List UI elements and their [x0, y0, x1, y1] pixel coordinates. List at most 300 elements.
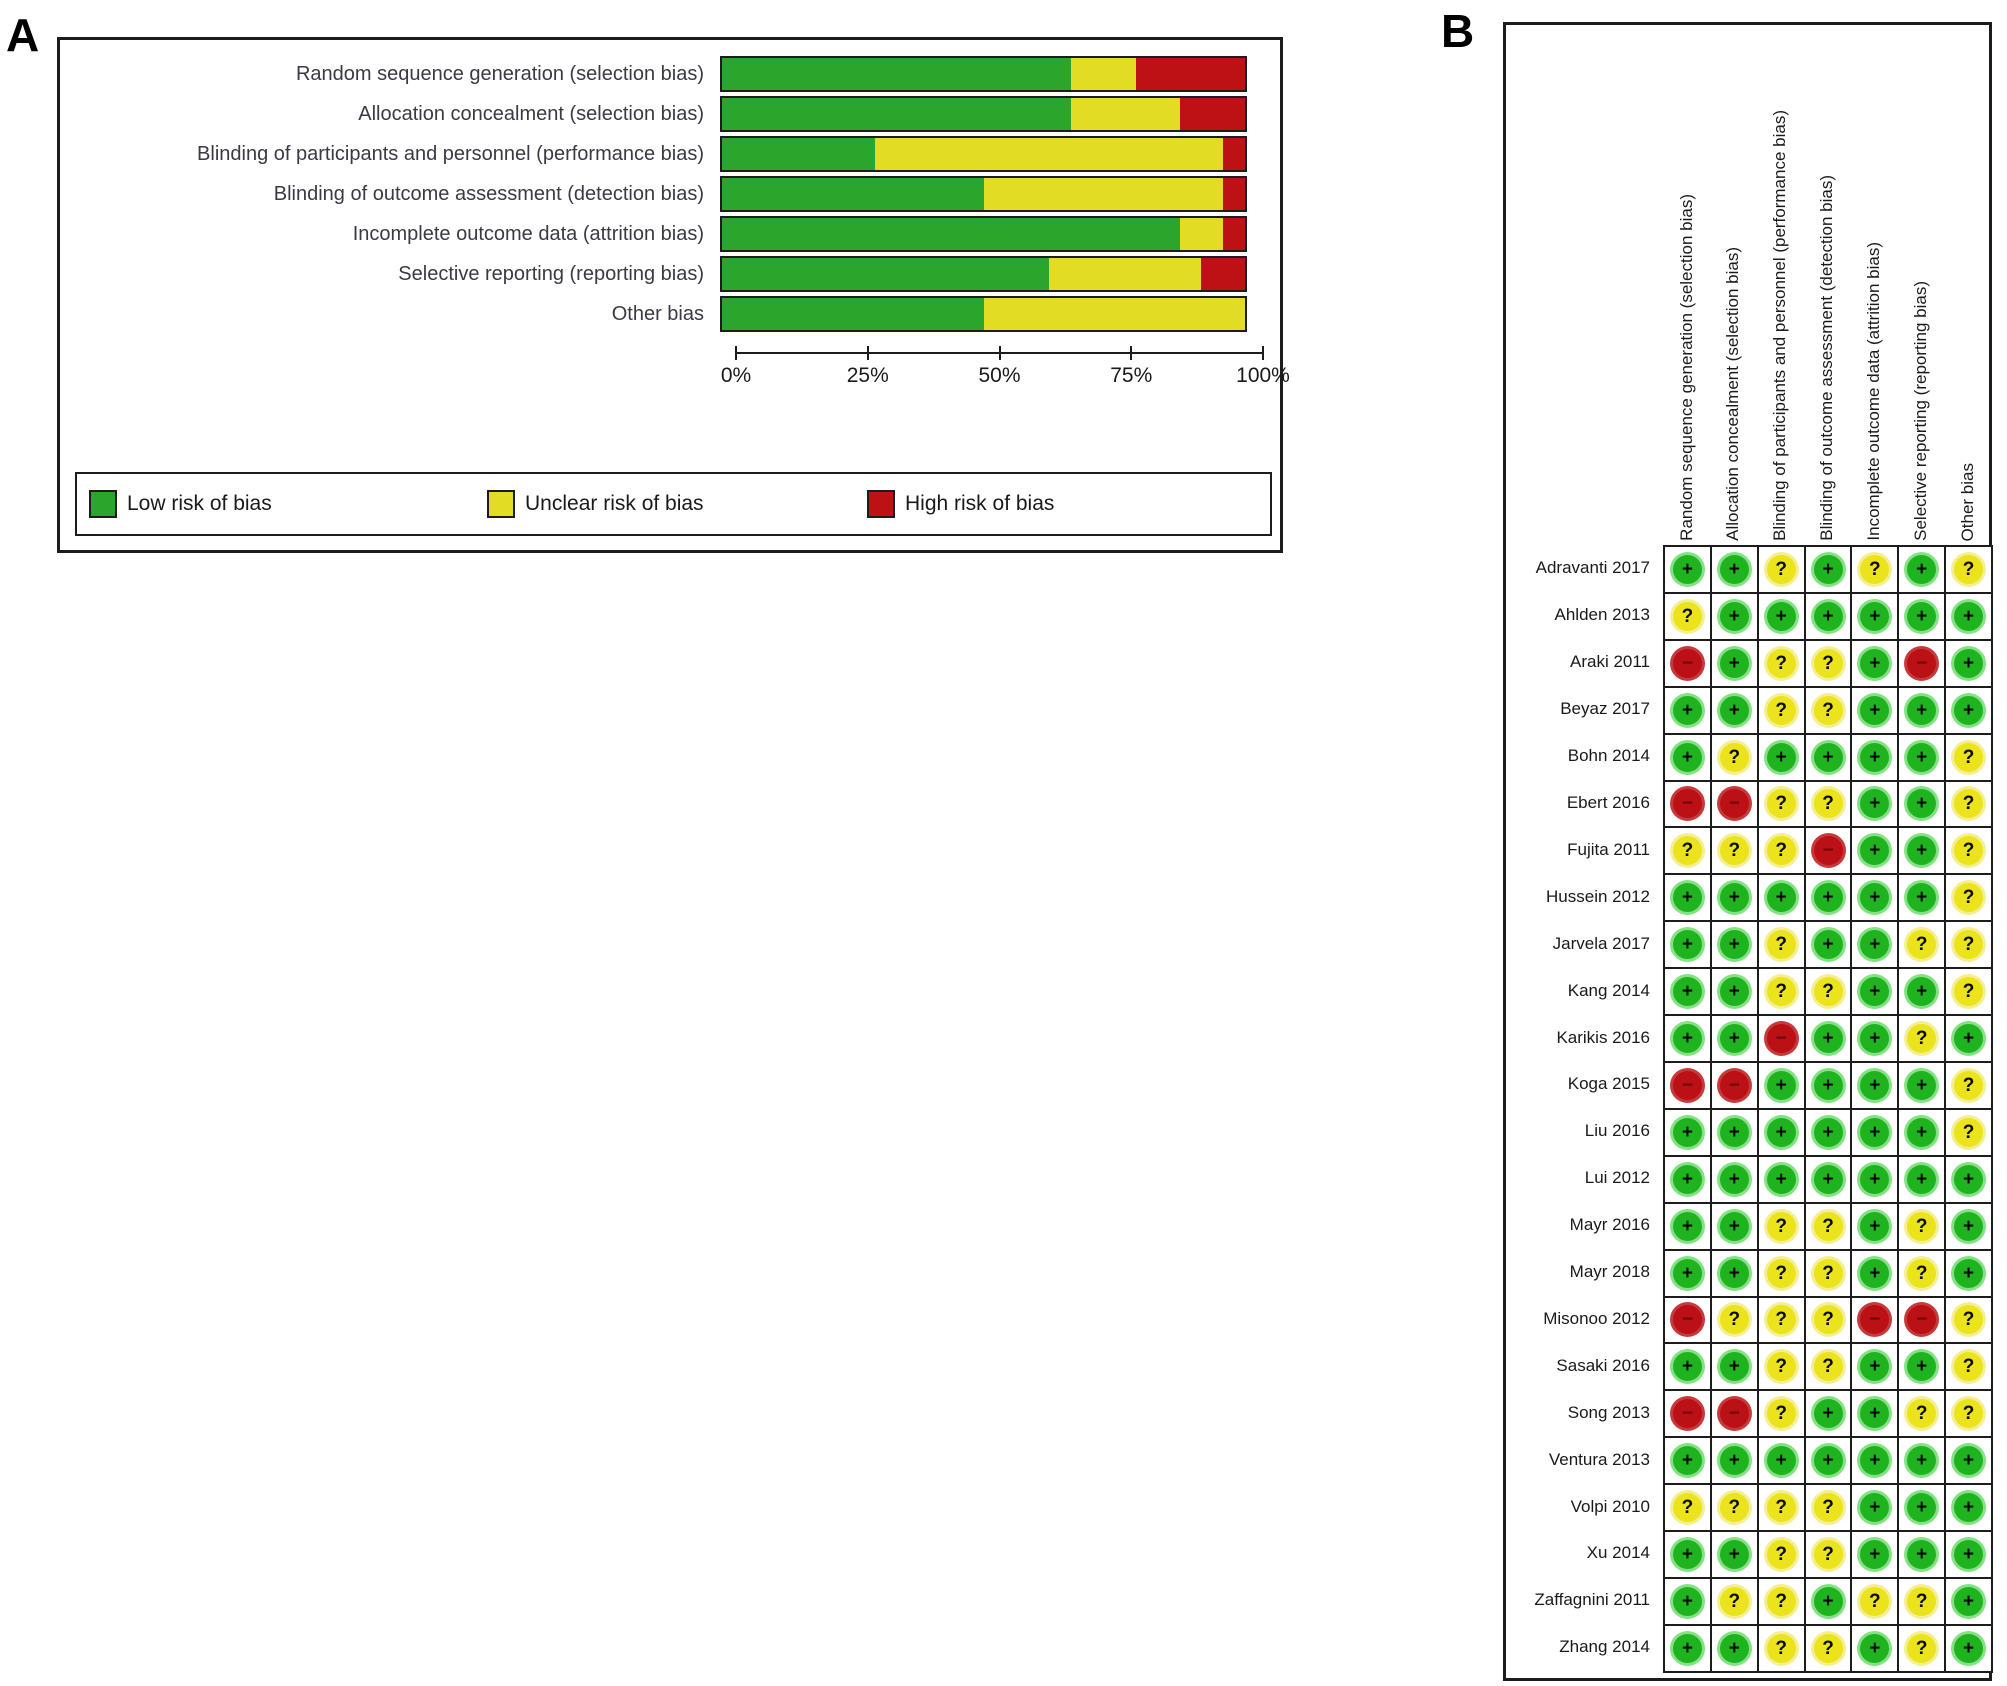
judgment-cell [1712, 1063, 1759, 1110]
study-label: Koga 2015 [1567, 1074, 1650, 1094]
bar-segment-high [1223, 138, 1245, 170]
judgment-cell [1899, 547, 1946, 594]
judgment-cell [1852, 641, 1899, 688]
judgment-cell [1665, 1344, 1712, 1391]
judgment-symbol: + [1681, 1028, 1693, 1050]
judgment-symbol: − [1681, 793, 1693, 815]
judgment-cell [1806, 735, 1853, 782]
judgment-circle-unclear [1907, 1212, 1936, 1241]
judgment-symbol: ? [1775, 1215, 1787, 1237]
judgment-symbol: ? [1681, 605, 1694, 627]
judgment-symbol: ? [1775, 934, 1787, 956]
judgment-circle-low [1814, 1071, 1843, 1100]
judgment-circle-unclear [1954, 883, 1983, 912]
bar-row [60, 254, 1280, 294]
judgment-cell [1899, 1016, 1946, 1063]
judgment-symbol: ? [1915, 1403, 1928, 1425]
judgment-symbol: + [1822, 1403, 1834, 1425]
judgment-circle-unclear [1814, 1634, 1843, 1663]
judgment-circle-low [1954, 696, 1983, 725]
judgment-circle-low [1860, 1493, 1889, 1522]
judgment-cell [1852, 1204, 1899, 1251]
judgment-cell [1852, 1298, 1899, 1345]
judgment-symbol: + [1681, 1543, 1693, 1565]
judgment-symbol: + [1869, 1215, 1881, 1237]
judgment-symbol: + [1728, 1543, 1740, 1565]
judgment-circle-low [1860, 1165, 1889, 1194]
judgment-circle-unclear [1954, 743, 1983, 772]
judgment-circle-low [1673, 1587, 1702, 1616]
judgment-circle-unclear [1907, 1587, 1936, 1616]
bar-segment-low [722, 218, 1180, 250]
judgment-symbol: + [1728, 1215, 1740, 1237]
judgment-circle-low [1860, 1024, 1889, 1053]
judgment-cell [1665, 1110, 1712, 1157]
judgment-cell [1665, 641, 1712, 688]
judgment-cell [1946, 688, 1993, 735]
judgment-cell [1759, 688, 1806, 735]
judgment-circle-low [1954, 602, 1983, 631]
judgment-symbol: ? [1915, 1028, 1928, 1050]
judgment-cell [1852, 1344, 1899, 1391]
judgment-symbol: + [1822, 605, 1834, 627]
judgment-cell [1946, 1626, 1993, 1673]
judgment-circle-low [1720, 649, 1749, 678]
judgment-symbol: − [1775, 1028, 1787, 1050]
judgment-symbol: + [1775, 746, 1787, 768]
judgment-cell [1806, 1579, 1853, 1626]
judgment-cell [1852, 735, 1899, 782]
judgment-symbol: ? [1915, 1262, 1928, 1284]
judgment-symbol: + [1869, 1403, 1881, 1425]
judgment-symbol: − [1681, 1309, 1693, 1331]
judgment-cell [1806, 1532, 1853, 1579]
judgment-symbol: + [1728, 558, 1740, 580]
judgment-cell [1899, 1626, 1946, 1673]
judgment-symbol: + [1916, 699, 1928, 721]
judgment-cell [1852, 1485, 1899, 1532]
judgment-symbol: + [1869, 605, 1881, 627]
judgment-cell [1806, 969, 1853, 1016]
judgment-circle-low [1907, 1118, 1936, 1147]
judgment-circle-low [1720, 1212, 1749, 1241]
judgment-circle-high [1907, 649, 1936, 678]
judgment-symbol: ? [1775, 981, 1787, 1003]
judgment-circle-unclear [1954, 836, 1983, 865]
judgment-circle-unclear [1720, 836, 1749, 865]
judgment-circle-low [1954, 1259, 1983, 1288]
judgment-symbol: + [1822, 1074, 1834, 1096]
judgment-circle-low [1720, 696, 1749, 725]
judgment-symbol: + [1916, 840, 1928, 862]
column-header-text: Allocation concealment (selection bias) [1723, 247, 1743, 541]
judgment-circle-unclear [1814, 789, 1843, 818]
judgment-symbol: + [1869, 699, 1881, 721]
judgment-circle-low [1954, 1212, 1983, 1241]
bar [720, 136, 1247, 172]
bar-category-label: Other bias [611, 302, 704, 325]
judgment-symbol: + [1728, 1356, 1740, 1378]
bar-category-label: Blinding of participants and personnel (performance bias) [197, 142, 704, 165]
judgment-circle-low [1954, 1540, 1983, 1569]
judgment-circle-low [1860, 1399, 1889, 1428]
judgment-symbol: ? [1775, 1403, 1787, 1425]
judgment-cell [1852, 1251, 1899, 1298]
bar [720, 216, 1247, 252]
study-label: Ebert 2016 [1566, 792, 1650, 812]
judgment-cell [1712, 688, 1759, 735]
judgment-symbol: + [1963, 699, 1975, 721]
judgment-cell [1852, 1110, 1899, 1157]
judgment-cell [1946, 969, 1993, 1016]
judgment-circle-low [1907, 1165, 1936, 1194]
judgment-circle-unclear [1767, 1399, 1796, 1428]
bar-segment-unclear [1180, 218, 1224, 250]
judgment-circle-low [1720, 1446, 1749, 1475]
judgment-circle-high [1814, 836, 1843, 865]
judgment-symbol: + [1728, 887, 1740, 909]
bar-category-label: Random sequence generation (selection bias) [295, 62, 704, 85]
bar [720, 96, 1247, 132]
judgment-cell [1665, 922, 1712, 969]
judgment-symbol: + [1822, 887, 1834, 909]
column-header-text: Blinding of outcome assessment (detection bias) [1817, 175, 1837, 541]
judgment-circle-low [1720, 1024, 1749, 1053]
judgment-circle-unclear [1767, 930, 1796, 959]
judgment-symbol: + [1728, 605, 1740, 627]
bar-segment-unclear [875, 138, 1224, 170]
judgment-circle-unclear [1907, 930, 1936, 959]
judgment-circle-low [1814, 883, 1843, 912]
judgment-circle-low [1860, 789, 1889, 818]
judgment-cell [1665, 547, 1712, 594]
judgment-symbol: + [1681, 1215, 1693, 1237]
judgment-symbol: ? [1962, 1309, 1975, 1331]
judgment-cell [1759, 1110, 1806, 1157]
judgment-symbol: ? [1822, 981, 1834, 1003]
judgment-circle-low [1720, 1165, 1749, 1194]
judgment-symbol: ? [1962, 558, 1975, 580]
judgment-cell [1712, 1016, 1759, 1063]
judgment-symbol: ? [1775, 1543, 1787, 1565]
column-header-text: Selective reporting (reporting bias) [1910, 281, 1930, 541]
judgment-symbol: − [1681, 1403, 1693, 1425]
judgment-circle-low [1767, 883, 1796, 912]
judgment-symbol: − [1869, 1309, 1881, 1331]
judgment-symbol: + [1775, 1074, 1787, 1096]
judgment-symbol: − [1916, 652, 1928, 674]
judgment-symbol: + [1869, 840, 1881, 862]
judgment-circle-low [1860, 1118, 1889, 1147]
judgment-cell [1665, 782, 1712, 829]
judgment-cell [1899, 782, 1946, 829]
judgment-cell [1759, 735, 1806, 782]
judgment-circle-low [1907, 1071, 1936, 1100]
judgment-symbol: + [1681, 1450, 1693, 1472]
judgment-cell [1759, 922, 1806, 969]
legend-swatch-unclear [487, 490, 515, 518]
judgment-symbol: ? [1775, 1497, 1787, 1519]
judgment-symbol: ? [1775, 840, 1787, 862]
bar-segment-high [1223, 178, 1245, 210]
judgment-circle-unclear [1767, 1259, 1796, 1288]
judgment-circle-low [1720, 555, 1749, 584]
judgment-circle-low [1907, 1446, 1936, 1475]
judgment-symbol: + [1916, 746, 1928, 768]
judgment-circle-low [1954, 1587, 1983, 1616]
judgment-symbol: ? [1962, 1356, 1975, 1378]
judgment-cell [1759, 1532, 1806, 1579]
judgment-symbol: ? [1962, 934, 1975, 956]
study-label: Zaffagnini 2011 [1534, 1590, 1650, 1610]
judgment-circle-low [1907, 1493, 1936, 1522]
panel-b-risk-of-bias-summary [1503, 22, 1992, 1681]
judgment-symbol: ? [1869, 558, 1881, 580]
judgment-circle-unclear [1673, 1493, 1702, 1522]
study-label: Beyaz 2017 [1560, 699, 1650, 719]
judgment-cell [1806, 922, 1853, 969]
judgment-cell [1852, 1532, 1899, 1579]
judgment-symbol: + [1869, 1450, 1881, 1472]
judgment-symbol: − [1728, 1403, 1740, 1425]
judgment-cell [1899, 922, 1946, 969]
judgment-circle-low [1673, 930, 1702, 959]
study-label: Kang 2014 [1567, 980, 1650, 1000]
judgment-cell [1759, 641, 1806, 688]
study-label: Mayr 2016 [1569, 1215, 1650, 1235]
judgment-circle-low [1673, 696, 1702, 725]
judgment-symbol: + [1869, 887, 1881, 909]
legend-swatch-low [89, 490, 117, 518]
x-axis-tick [735, 346, 737, 360]
judgment-cell [1899, 828, 1946, 875]
bar-row [60, 294, 1280, 334]
judgment-symbol: + [1728, 1028, 1740, 1050]
judgment-symbol: − [1681, 652, 1693, 674]
judgment-cell [1759, 1063, 1806, 1110]
judgment-symbol: ? [1681, 1497, 1694, 1519]
judgment-symbol: + [1681, 1121, 1693, 1143]
judgment-circle-low [1860, 1634, 1889, 1663]
judgment-cell [1759, 1016, 1806, 1063]
judgment-cell [1946, 1298, 1993, 1345]
legend-swatch-high [867, 490, 895, 518]
judgment-cell [1806, 1391, 1853, 1438]
bar-segment-unclear [1071, 98, 1180, 130]
column-header [1757, 35, 1804, 541]
judgment-cell [1665, 1438, 1712, 1485]
judgment-symbol: + [1869, 793, 1881, 815]
judgment-cell [1759, 782, 1806, 829]
judgment-circle-low [1907, 1352, 1936, 1381]
judgment-cell [1899, 688, 1946, 735]
judgment-symbol: ? [1775, 558, 1787, 580]
judgment-cell [1806, 688, 1853, 735]
judgment-symbol: + [1916, 1168, 1928, 1190]
judgment-symbol: + [1681, 934, 1693, 956]
judgment-cell [1712, 969, 1759, 1016]
bar-segment-high [1180, 98, 1245, 130]
legend-item-high [867, 474, 1054, 534]
judgment-circle-low [1860, 696, 1889, 725]
judgment-symbol: + [1775, 1450, 1787, 1472]
bar-segment-low [722, 138, 875, 170]
judgment-circle-low [1673, 743, 1702, 772]
judgment-circle-unclear [1767, 696, 1796, 725]
x-axis-tick-label: 25% [846, 364, 889, 387]
judgment-symbol: + [1869, 981, 1881, 1003]
judgment-symbol: ? [1822, 1497, 1834, 1519]
judgment-circle-unclear [1767, 1634, 1796, 1663]
study-label: Xu 2014 [1586, 1543, 1650, 1563]
x-axis-tick-label: 0% [720, 364, 752, 387]
judgment-cell [1946, 1016, 1993, 1063]
judgment-circle-low [1673, 1352, 1702, 1381]
judgment-circle-unclear [1814, 1540, 1843, 1569]
judgment-cell [1946, 1485, 1993, 1532]
judgment-symbol: + [1681, 699, 1693, 721]
judgment-symbol: − [1681, 1074, 1693, 1096]
judgment-symbol: + [1869, 1074, 1881, 1096]
judgment-symbol: ? [1962, 793, 1975, 815]
study-label: Ventura 2013 [1548, 1449, 1650, 1469]
study-label: Volpi 2010 [1570, 1496, 1650, 1516]
judgment-circle-unclear [1907, 1399, 1936, 1428]
judgment-circle-low [1814, 930, 1843, 959]
judgment-cell [1946, 1391, 1993, 1438]
judgment-symbol: ? [1915, 934, 1928, 956]
legend-label: High risk of bias [905, 492, 1055, 515]
judgment-circle-unclear [1954, 1399, 1983, 1428]
bar-segment-unclear [1071, 58, 1136, 90]
judgment-symbol: ? [1728, 746, 1741, 768]
judgment-cell [1946, 735, 1993, 782]
judgment-circle-unclear [1907, 1024, 1936, 1053]
judgment-cell [1665, 1579, 1712, 1626]
judgment-circle-high [1720, 1071, 1749, 1100]
judgment-cell [1852, 875, 1899, 922]
judgment-circle-high [1673, 789, 1702, 818]
judgment-circle-unclear [1954, 977, 1983, 1006]
judgment-circle-low [1814, 555, 1843, 584]
judgment-circle-unclear [1814, 1259, 1843, 1288]
judgment-symbol: + [1963, 1637, 1975, 1659]
judgment-circle-low [1860, 1352, 1889, 1381]
judgment-cell [1712, 1298, 1759, 1345]
judgment-symbol: ? [1962, 1403, 1975, 1425]
judgment-cell [1806, 1485, 1853, 1532]
judgment-symbol: ? [1775, 1262, 1787, 1284]
judgment-symbol: ? [1822, 1309, 1834, 1331]
judgment-circle-high [1767, 1024, 1796, 1053]
judgment-symbol: + [1869, 1356, 1881, 1378]
judgment-cell [1899, 1063, 1946, 1110]
judgment-symbol: + [1869, 1497, 1881, 1519]
column-headers [1663, 35, 1992, 541]
judgment-symbol: − [1728, 1074, 1740, 1096]
bar [720, 176, 1247, 212]
judgment-cell [1712, 828, 1759, 875]
judgment-circle-unclear [1673, 602, 1702, 631]
judgment-cell [1899, 641, 1946, 688]
judgment-symbol: + [1916, 981, 1928, 1003]
judgment-circle-low [1954, 649, 1983, 678]
x-axis-tick [999, 346, 1001, 360]
judgment-cell [1759, 875, 1806, 922]
judgment-circle-low [1720, 977, 1749, 1006]
judgment-cell [1946, 782, 1993, 829]
column-header [1710, 35, 1757, 541]
judgment-cell [1899, 1391, 1946, 1438]
judgment-circle-low [1720, 883, 1749, 912]
judgment-symbol: + [1869, 1168, 1881, 1190]
judgment-cell [1665, 1016, 1712, 1063]
judgment-cell [1899, 735, 1946, 782]
judgment-symbol: + [1728, 934, 1740, 956]
judgment-cell [1806, 828, 1853, 875]
judgment-circle-low [1954, 1024, 1983, 1053]
judgment-symbol: + [1681, 887, 1693, 909]
judgment-symbol: + [1775, 1168, 1787, 1190]
x-axis-tick-label: 100% [1236, 364, 1290, 387]
judgment-cell [1852, 922, 1899, 969]
judgment-circle-unclear [1767, 1587, 1796, 1616]
judgment-symbol: + [1916, 1450, 1928, 1472]
judgment-cell [1759, 969, 1806, 1016]
judgment-symbol: + [1963, 1215, 1975, 1237]
judgment-symbol: ? [1822, 1543, 1834, 1565]
judgment-symbol: − [1822, 840, 1834, 862]
judgment-cell [1806, 1204, 1853, 1251]
judgment-circle-unclear [1860, 555, 1889, 584]
judgment-cell [1899, 1110, 1946, 1157]
judgment-cell [1852, 1626, 1899, 1673]
judgment-circle-low [1860, 836, 1889, 865]
judgment-cell [1759, 1485, 1806, 1532]
judgment-symbol: + [1869, 934, 1881, 956]
judgment-symbol: + [1728, 1121, 1740, 1143]
judgment-circle-low [1907, 555, 1936, 584]
judgment-cell [1946, 1438, 1993, 1485]
bar-category-label: Blinding of outcome assessment (detection bias) [273, 182, 704, 205]
judgment-symbol: + [1869, 652, 1881, 674]
column-header-text: Incomplete outcome data (attrition bias) [1863, 242, 1883, 541]
study-label: Hussein 2012 [1546, 886, 1650, 906]
judgment-circle-low [1814, 1024, 1843, 1053]
judgment-symbol: ? [1822, 1356, 1834, 1378]
judgment-circle-unclear [1814, 649, 1843, 678]
judgment-circle-low [1767, 743, 1796, 772]
judgment-circle-high [1720, 789, 1749, 818]
column-header [1850, 35, 1897, 541]
judgment-circle-high [1907, 1305, 1936, 1334]
judgment-circle-unclear [1814, 977, 1843, 1006]
judgment-symbol: + [1681, 746, 1693, 768]
judgment-symbol: + [1916, 793, 1928, 815]
study-label: Ahlden 2013 [1554, 605, 1650, 625]
judgment-symbol: ? [1822, 793, 1834, 815]
judgment-symbol: ? [1775, 1590, 1787, 1612]
judgment-circle-low [1673, 555, 1702, 584]
judgment-cell [1946, 922, 1993, 969]
judgment-symbol: + [1681, 1168, 1693, 1190]
bar-segment-high [1223, 218, 1245, 250]
judgment-circle-low [1673, 1024, 1702, 1053]
judgment-circle-high [1673, 1071, 1702, 1100]
judgment-circle-low [1720, 1118, 1749, 1147]
judgment-symbol: ? [1775, 1309, 1787, 1331]
study-label: Sasaki 2016 [1556, 1355, 1650, 1375]
